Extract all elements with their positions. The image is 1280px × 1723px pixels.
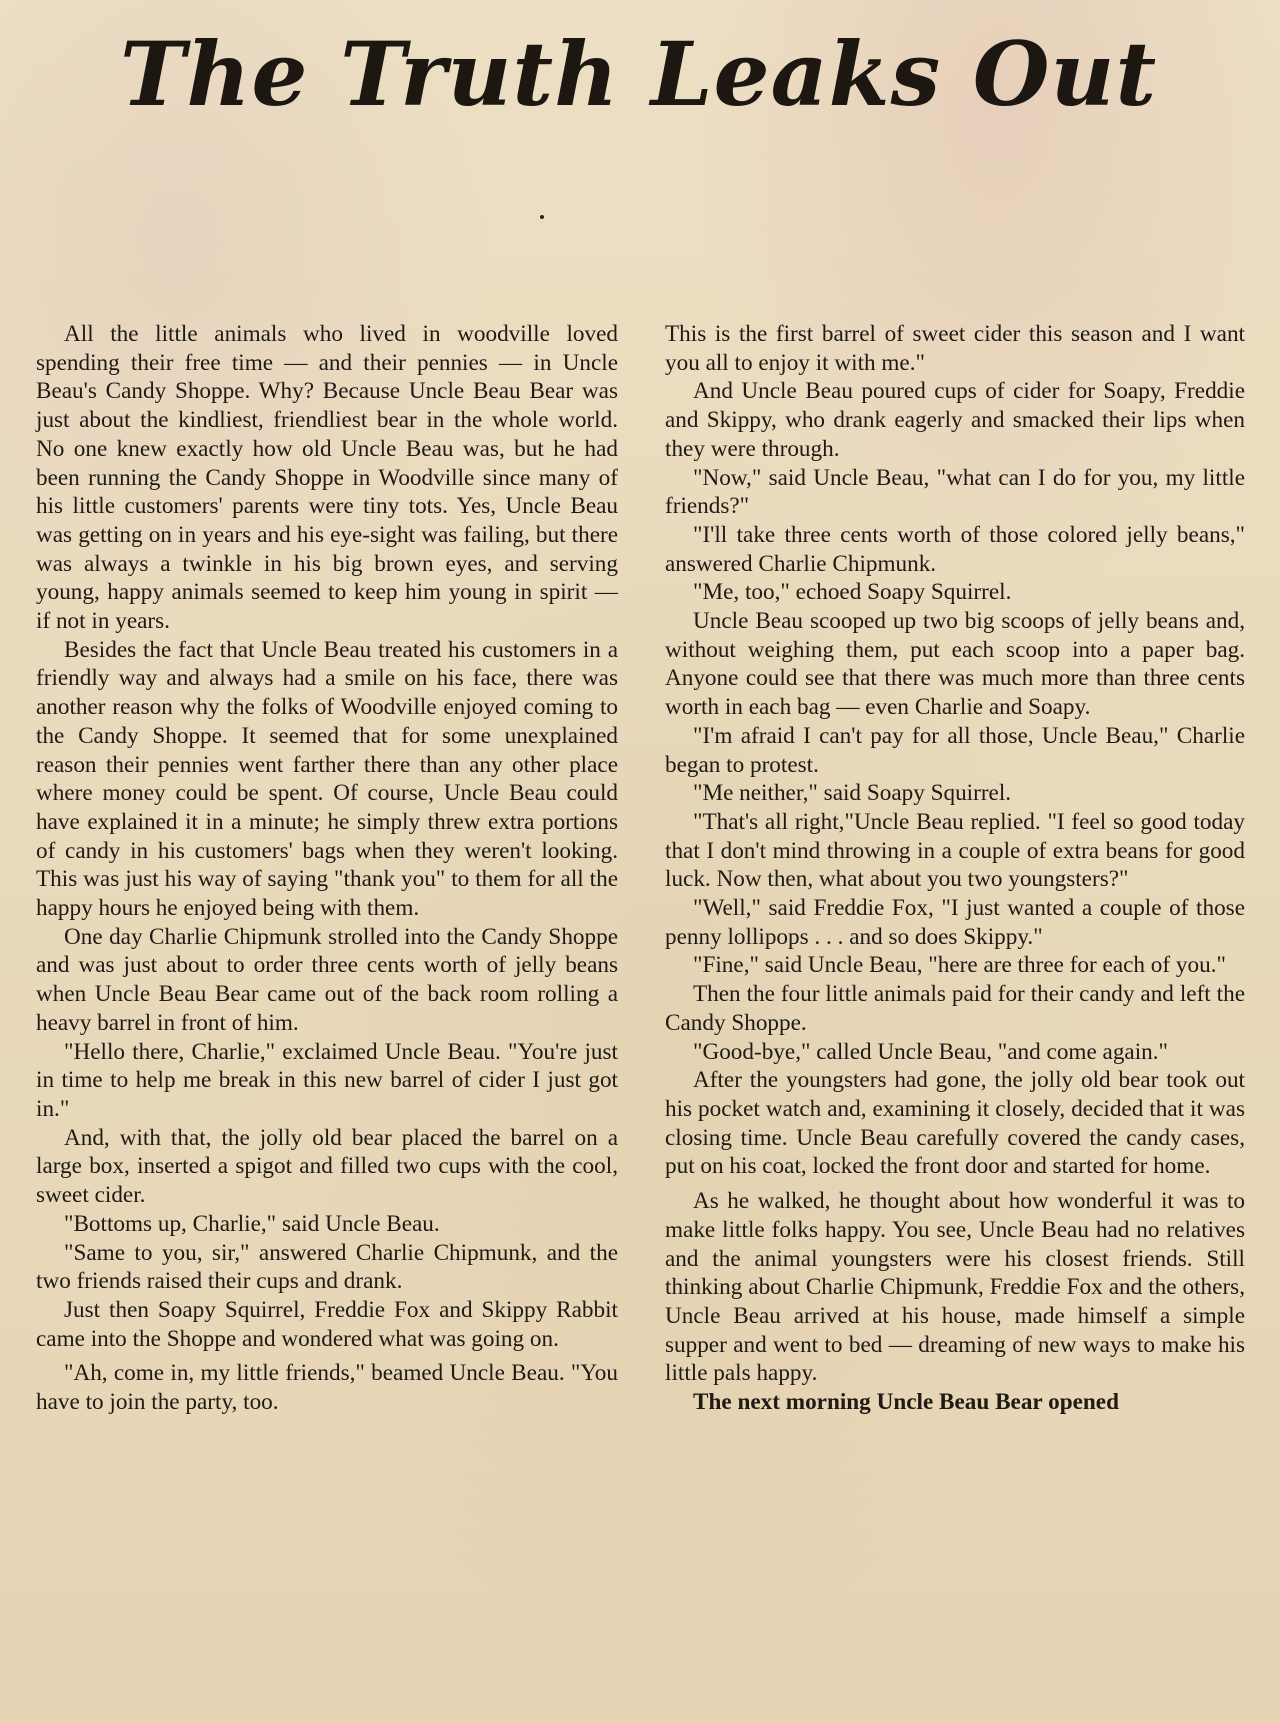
paragraph: This is the first barrel of sweet cider this season and I want you all to enjoy it with me.": [665, 321, 1245, 376]
paragraph: "Well," said Freddie Fox, "I just wanted a couple of those penny lollipops . . . and so does Skippy.": [665, 895, 1245, 950]
paragraph: "Good-bye," called Uncle Beau, "and come again.": [693, 1038, 1169, 1065]
paragraph: And, with that, the jolly old bear placed the barrel on a large box, inserted a spigot and filled two cups with the cool, sweet cider.: [36, 1124, 618, 1209]
paragraph: Then the four little animals paid for their candy and left the Candy Shoppe.: [665, 981, 1245, 1036]
paragraph: "I'll take three cents worth of those colored jelly beans," answered Charlie Chipmunk.: [665, 521, 1245, 577]
story-title: The Truth Leaks Out: [120, 22, 1158, 126]
paragraph: And Uncle Beau poured cups of cider for Soapy, Freddie and Skippy, who drank eagerly and smacked their lips when they were through.: [665, 378, 1245, 462]
left-column: [36, 320, 618, 1417]
paragraph: "Same to you, sir," answered Charlie Chipmunk, and the two friends raised their cups and drank.: [36, 1239, 618, 1295]
paragraph: "I'm afraid I can't pay for all those, Uncle Beau," Charlie began to protest.: [665, 722, 1245, 778]
paragraph: Besides the fact that Uncle Beau treated his customers in a friendly way and always had a smile on his face, there was another reason why the folks of Woodville enjoyed coming to the Candy Shoppe. It seemed that for some unexplained reason their pennies went farther there than any other place where money could be spent. Of course, Uncle Beau could have explained it in a minute; he simply threw extra portions of candy in his customers' bags when they weren't looking. This was just his way of saying "thank you" to them for all the happy hours he enjoyed being with them.: [36, 636, 618, 922]
paragraph: "Fine," said Uncle Beau, "here are three for each of you.": [693, 952, 1226, 979]
paragraph: Just then Soapy Squirrel, Freddie Fox and Skippy Rabbit came into the Shoppe and wondered what was going on.: [36, 1296, 618, 1352]
paragraph: As he walked, he thought about how wonderful it was to make little folks happy. You see, Uncle Beau had no relatives and the animal youngsters were his closest friends. Still thinking about Charlie Chipmunk, Freddie Fox and the others, Uncle Beau arrived at his house, made himself a simple supper and went to bed — dreaming of new ways to make his little pals happy.: [665, 1188, 1245, 1387]
paragraph: All the little animals who lived in woodville loved spending their free time — and their pennies — in Uncle Beau's Candy Shoppe. Why? Because Uncle Beau Bear was just about the kindliest, friendliest bear in the whole world. No one knew exactly how old Uncle Beau was, but he had been running the Candy Shoppe in Woodville since many of his little customers' parents were tiny tots. Yes, Uncle Beau was getting on in years and his eye-sight was failing, but there was always a twinkle in his big brown eyes, and serving young, happy animals seemed to keep him young in spirit — if not in years.: [36, 321, 618, 635]
paragraph: The next morning Uncle Beau Bear opened: [693, 1389, 1119, 1416]
paragraph: One day Charlie Chipmunk strolled into the Candy Shoppe and was just about to order three cents worth of jelly beans when Uncle Beau Bear came out of the back room rolling a heavy barrel in front of him.: [36, 923, 618, 1036]
paragraph: "Ah, come in, my little friends," beamed Uncle Beau. "You have to join the party, too.: [36, 1360, 618, 1416]
stray-dot: [540, 215, 544, 219]
paragraph: "Hello there, Charlie," exclaimed Uncle Beau. "You're just in time to help me break in this new barrel of cider I just got in.": [36, 1038, 618, 1122]
paragraph: Uncle Beau scooped up two big scoops of jelly beans and, without weighing them, put each scoop into a paper bag. Anyone could see that there was much more than three cents worth in each bag — even Charlie and Soapy.: [665, 608, 1245, 721]
paragraph: "Bottoms up, Charlie," said Uncle Beau.: [64, 1210, 440, 1237]
paragraph: After the youngsters had gone, the jolly old bear took out his pocket watch and, examining it closely, decided that it was closing time. Uncle Beau carefully covered the candy cases, put on his coat, locked the front door and started for home.: [665, 1067, 1245, 1180]
right-column: [665, 320, 1245, 1417]
paragraph: "That's all right,"Uncle Beau replied. "I feel so good today that I don't mind throwing in a couple of extra beans for good luck. Now then, what about you two youngsters?": [665, 808, 1245, 893]
paragraph: "Now," said Uncle Beau, "what can I do for you, my little friends?": [665, 464, 1245, 520]
paragraph: "Me, too," echoed Soapy Squirrel.: [693, 579, 1012, 606]
paragraph: "Me neither," said Soapy Squirrel.: [693, 780, 1012, 807]
